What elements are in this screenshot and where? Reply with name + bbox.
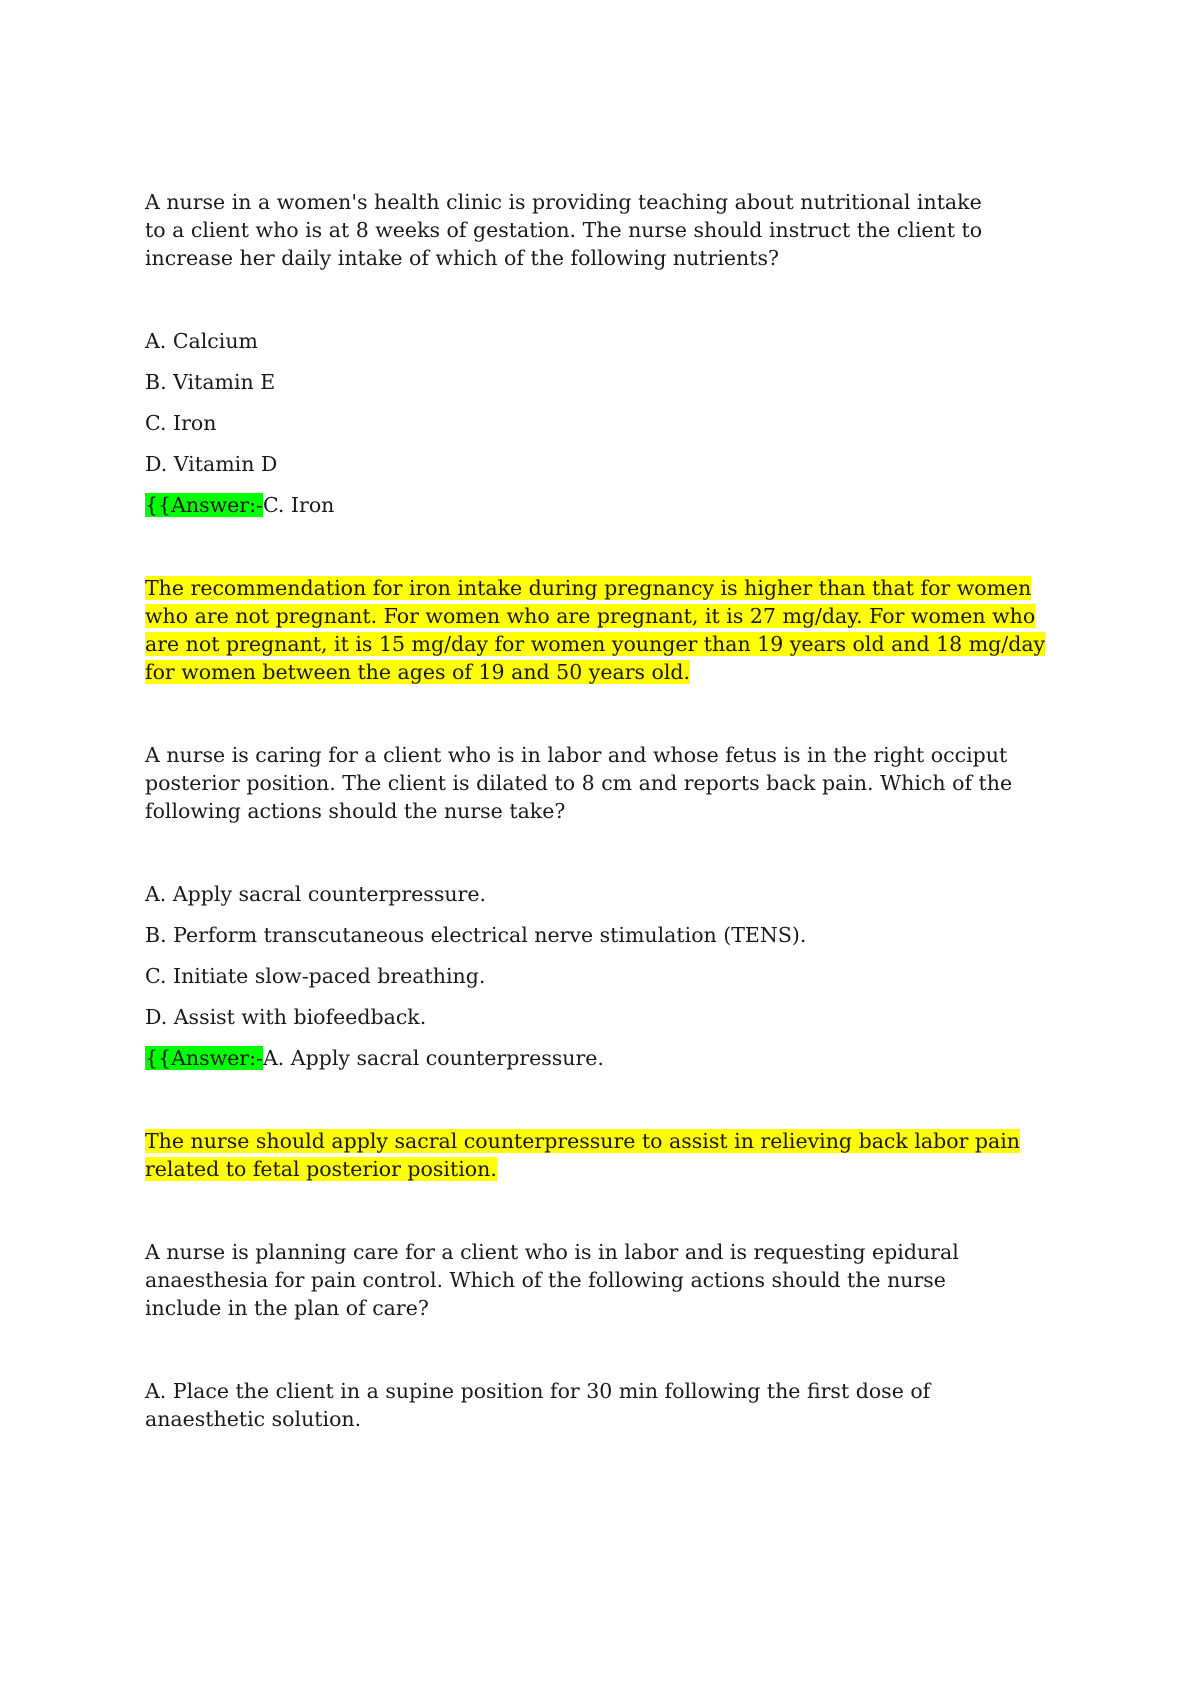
question-3-option-a: A. Place the client in a supine position for 30 min following the first dose of anaesthetic solution. (145, 1379, 931, 1431)
question-1-option-b: B. Vitamin E (145, 370, 276, 394)
question-2-text: A nurse is caring for a client who is in labor and whose fetus is in the right occiput posterior position. The client is dilated to 8 cm and reports back pain. Which of the following actions should the nurse take? (145, 743, 1013, 823)
question-1-option-a: A. Calcium (145, 329, 258, 353)
explanation-text: The recommendation for iron intake during pregnancy is higher than that for women who are not pregnant. For women who are pregnant, it is 27 mg/day. For women who are not pregnant, it is 15 mg/day for women younger than 19 years old and 18 mg/day for women between the ages of 19 and 50 years old. (145, 576, 1046, 684)
question-2-explanation (145, 1127, 1065, 1183)
question-2-option-d: D. Assist with biofeedback. (145, 1005, 427, 1029)
answer-text: A. Apply sacral counterpressure. (262, 1046, 604, 1070)
question-1-option-c: C. Iron (145, 411, 217, 435)
question-1-text: A nurse in a women's health clinic is providing teaching about nutritional intake to a client who is at 8 weeks of gestation. The nurse should instruct the client to increase her daily intake of which of the following nutrients? (145, 190, 983, 270)
answer-tag: {{Answer:- (145, 1046, 263, 1070)
question-1-answer (145, 491, 1065, 519)
question-3-text: A nurse is planning care for a client who is in labor and is requesting epidural anaesthesia for pain control. Which of the following actions should the nurse include in the plan of care? (145, 1240, 959, 1320)
question-2-option-a: A. Apply sacral counterpressure. (145, 882, 487, 906)
question-1-explanation (145, 574, 1065, 686)
question-2-option-c: C. Initiate slow-paced breathing. (145, 964, 486, 988)
answer-tag: {{Answer:- (145, 493, 263, 517)
explanation-text: The nurse should apply sacral counterpressure to assist in relieving back labor pain related to fetal posterior position. (145, 1129, 1020, 1181)
document-content (145, 188, 1065, 1433)
question-2-option-b: B. Perform transcutaneous electrical nerve stimulation (TENS). (145, 923, 807, 947)
question-2-answer (145, 1044, 1065, 1072)
question-1-option-d: D. Vitamin D (145, 452, 278, 476)
answer-text: C. Iron (262, 493, 335, 517)
